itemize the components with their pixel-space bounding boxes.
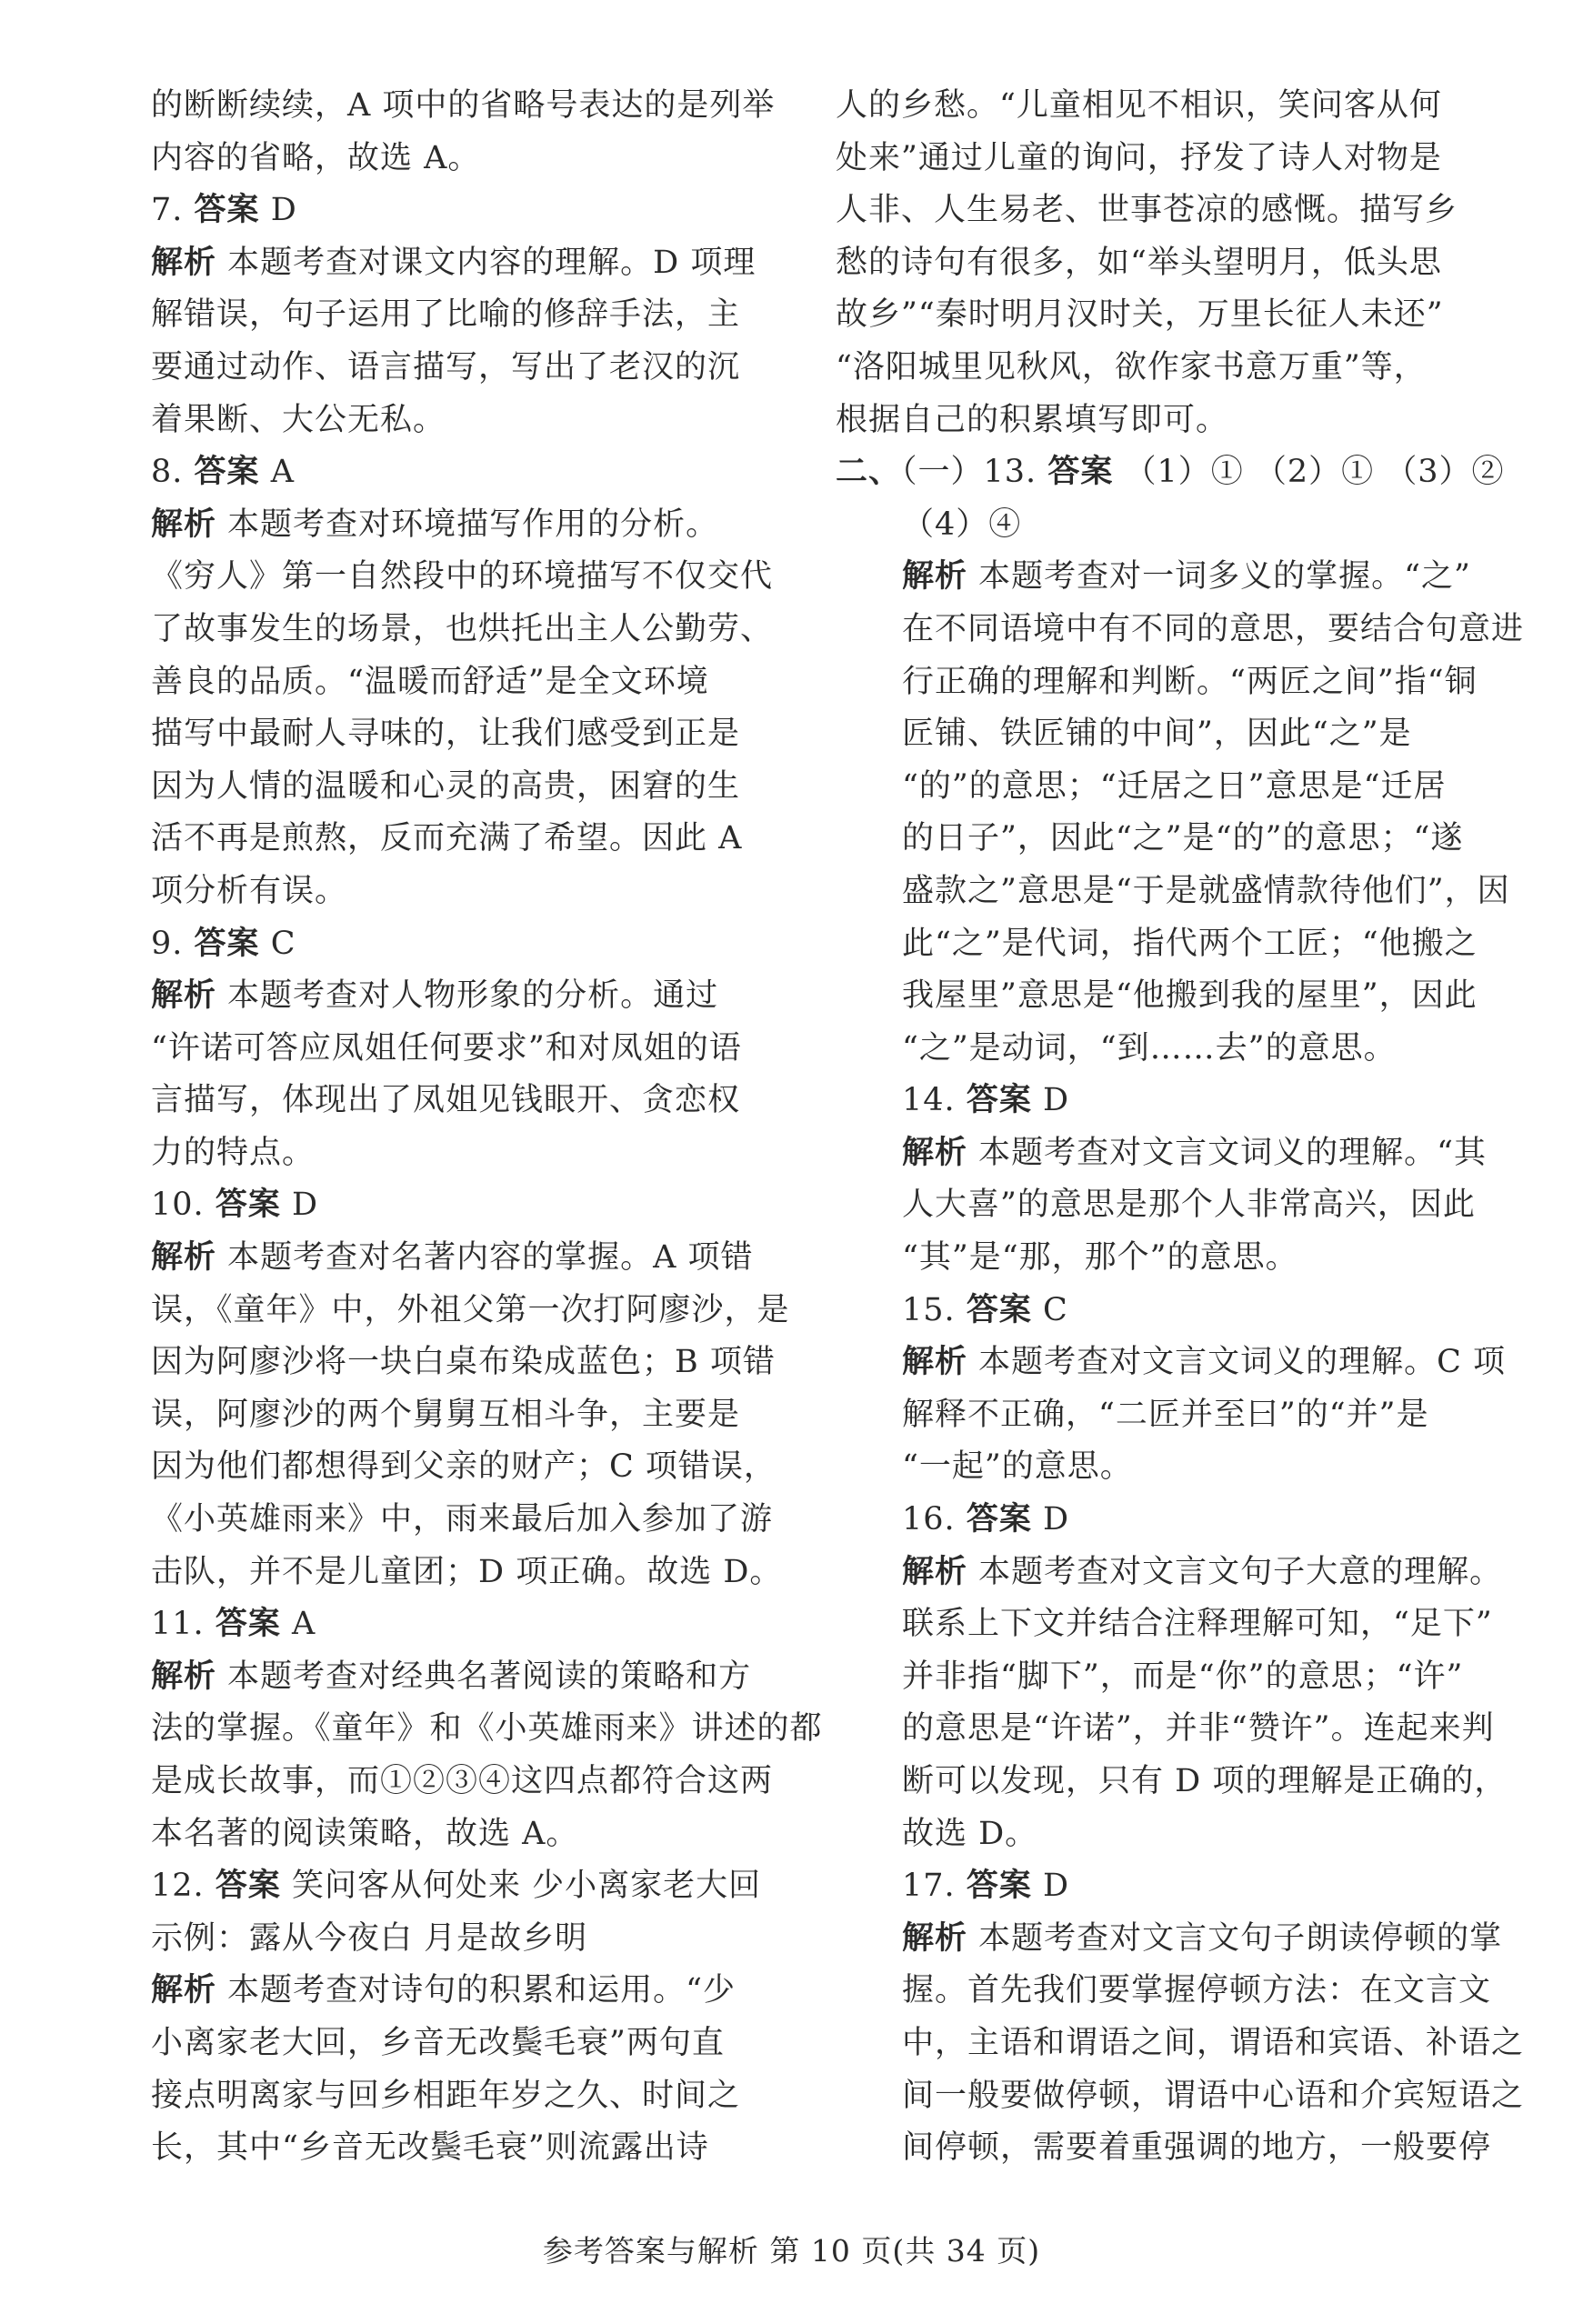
text-line bbox=[151, 80, 776, 133]
question-number: 14. bbox=[902, 1082, 956, 1119]
line-text: “许诺可答应凤姐任何要求”和对凤姐的语 bbox=[151, 1029, 742, 1067]
text-line bbox=[836, 1389, 1472, 1442]
line-text: 处来”通过儿童的询问，抒发了诗人对物是 bbox=[836, 139, 1442, 176]
text-line bbox=[151, 1337, 776, 1389]
text-line bbox=[836, 1913, 1503, 1966]
text-line bbox=[151, 813, 743, 866]
text-line bbox=[836, 656, 1478, 709]
text-line bbox=[151, 1547, 783, 1599]
text-line bbox=[151, 1494, 774, 1547]
line-text: 本题考查对名著内容的掌握。A 项错 bbox=[216, 1239, 754, 1277]
line-text: 本题考查对课文内容的理解。D 项理 bbox=[216, 244, 756, 281]
line-text: 本名著的阅读策略，故选 A。 bbox=[151, 1815, 579, 1852]
text-line bbox=[151, 918, 733, 971]
text-line bbox=[836, 1179, 1476, 1232]
text-line bbox=[836, 2018, 1525, 2070]
line-text: D bbox=[280, 1187, 319, 1224]
line-text: 根据自己的积累填写即可。 bbox=[836, 401, 1229, 438]
question-number: 9. bbox=[151, 925, 184, 962]
question-number: 8. bbox=[151, 454, 184, 491]
analysis-label: 解析 bbox=[902, 1344, 968, 1381]
line-text: 的意思是“许诺”，并非“赞许”。连起来判 bbox=[902, 1710, 1495, 1748]
page-footer: 参考答案与解析 第 10 页(共 34 页) bbox=[542, 2233, 1041, 2269]
text-line bbox=[151, 1756, 774, 1808]
line-text: 间停顿，需要着重强调的地方，一般要停 bbox=[902, 2129, 1492, 2167]
text-line bbox=[151, 1913, 733, 1966]
line-text: 《穷人》第一自然段中的环境描写不仅交代 bbox=[151, 558, 774, 596]
text-line bbox=[836, 1232, 1472, 1285]
text-line bbox=[836, 1651, 1472, 1704]
text-line bbox=[151, 656, 733, 709]
right-column bbox=[836, 80, 1525, 2175]
text-line bbox=[836, 342, 1472, 395]
text-line bbox=[836, 1337, 1507, 1389]
line-text: 善良的品质。“温暖而舒适”是全文环境 bbox=[151, 663, 709, 700]
text-line bbox=[836, 1756, 1508, 1808]
line-text: 故选 D。 bbox=[902, 1815, 1038, 1852]
text-line bbox=[836, 185, 1472, 237]
line-text: 本题考查对文言文词义的理解。“其 bbox=[967, 1134, 1488, 1171]
text-line bbox=[151, 1389, 741, 1442]
question-number: 11. bbox=[151, 1606, 205, 1643]
text-line bbox=[836, 289, 1472, 342]
analysis-label: 解析 bbox=[902, 1134, 968, 1171]
text-line bbox=[151, 133, 733, 185]
line-text: 活不再是煎熬，反而充满了希望。因此 A bbox=[151, 820, 743, 857]
line-text: 本题考查对文言文句子大意的理解。 bbox=[967, 1553, 1503, 1590]
text-line bbox=[836, 604, 1525, 656]
line-text: （4）④ bbox=[902, 506, 1022, 543]
text-line bbox=[151, 2070, 741, 2123]
text-line bbox=[151, 1285, 790, 1337]
text-line bbox=[836, 2122, 1492, 2175]
text-line bbox=[836, 761, 1472, 814]
line-text: 愁的诗句有很多，如“举头望明月，低头思 bbox=[836, 244, 1442, 281]
line-text: 解错误，句子运用了比喻的修辞手法，主 bbox=[151, 296, 741, 334]
analysis-label: 解析 bbox=[902, 1919, 968, 1957]
line-text: 握。首先我们要掌握停顿方法：在文言文 bbox=[902, 1972, 1492, 2009]
line-text: 人非、人生易老、世事苍凉的感慨。描写乡 bbox=[836, 192, 1458, 229]
answer-label: 答案 bbox=[1047, 454, 1114, 491]
text-line bbox=[836, 237, 1472, 290]
text-line bbox=[151, 2018, 733, 2070]
text-line bbox=[836, 1075, 1472, 1127]
text-line bbox=[151, 289, 741, 342]
line-text: 长，其中“乡音无改鬓毛衰”则流露出诗 bbox=[151, 2129, 709, 2167]
answer-label: 答案 bbox=[194, 192, 260, 229]
text-line bbox=[836, 918, 1478, 971]
question-number: 16. bbox=[902, 1501, 956, 1538]
question-number: 17. bbox=[902, 1868, 956, 1905]
answer-label: 答案 bbox=[194, 454, 260, 491]
line-text: 并非指“脚下”，而是“你”的意思；“许” bbox=[902, 1658, 1464, 1695]
text-line bbox=[151, 1127, 733, 1180]
line-text: 接点明离家与回乡相距年岁之久、时间之 bbox=[151, 2077, 741, 2114]
line-text: 我屋里”意思是“他搬到我的屋里”，因此 bbox=[902, 977, 1478, 1015]
text-line bbox=[836, 708, 1472, 761]
text-line bbox=[836, 1023, 1472, 1076]
line-text: 解释不正确，“二匠并至曰”的“并”是 bbox=[902, 1396, 1429, 1433]
line-text: 间一般要做停顿，谓语中心语和介宾短语之 bbox=[902, 2077, 1525, 2114]
answer-label: 答案 bbox=[194, 925, 260, 962]
question-number: 10. bbox=[151, 1187, 205, 1224]
text-line bbox=[836, 1860, 1472, 1913]
line-text: 项分析有误。 bbox=[151, 872, 348, 909]
line-text: 盛款之”意思是“于是就盛情款待他们”，因 bbox=[902, 872, 1510, 909]
answer-label: 答案 bbox=[966, 1291, 1032, 1328]
text-line bbox=[151, 1860, 762, 1913]
line-text: 内容的省略，故选 A。 bbox=[151, 139, 481, 176]
question-number: 15. bbox=[902, 1291, 956, 1328]
line-text: 断可以发现，只有 D 项的理解是正确的， bbox=[902, 1763, 1508, 1799]
line-text: 因为他们都想得到父亲的财产；C 项错误， bbox=[151, 1448, 776, 1486]
line-text: 人的乡愁。“儿童相见不相识，笑问客从何 bbox=[836, 87, 1442, 124]
text-line bbox=[151, 1598, 733, 1651]
text-line bbox=[151, 1703, 823, 1756]
line-text: C bbox=[259, 925, 296, 962]
question-number: 12. bbox=[151, 1868, 205, 1905]
answer-label: 答案 bbox=[966, 1501, 1032, 1538]
line-text: 本题考查对经典名著阅读的策略和方 bbox=[216, 1658, 752, 1695]
line-text: 因为人情的温暖和心灵的高贵，困窘的生 bbox=[151, 767, 741, 805]
line-text: 力的特点。 bbox=[151, 1134, 316, 1171]
question-number: （一）13. bbox=[901, 454, 1037, 491]
analysis-label: 解析 bbox=[151, 1239, 217, 1277]
analysis-label: 解析 bbox=[902, 1553, 968, 1590]
line-text: A bbox=[280, 1606, 316, 1643]
answer-label: 答案 bbox=[215, 1868, 281, 1905]
text-line bbox=[151, 2122, 733, 2175]
line-text: 击队，并不是儿童团；D 项正确。故选 D。 bbox=[151, 1553, 783, 1590]
section-number: 二、 bbox=[836, 454, 902, 491]
analysis-label: 解析 bbox=[151, 977, 217, 1015]
analysis-label: 解析 bbox=[151, 1658, 217, 1695]
text-line bbox=[151, 1232, 754, 1285]
line-text: 了故事发生的场景，也烘托出主人公勤劳、 bbox=[151, 610, 774, 647]
text-line bbox=[151, 1179, 733, 1232]
line-text: 本题考查对人物形象的分析。通过 bbox=[216, 977, 719, 1015]
text-line bbox=[836, 1598, 1493, 1651]
line-text: 因为阿廖沙将一块白桌布染成蓝色；B 项错 bbox=[151, 1344, 776, 1381]
line-text: 是成长故事，而①②③④这四点都符合这两 bbox=[151, 1763, 774, 1799]
text-line bbox=[836, 1808, 1472, 1861]
text-line bbox=[836, 80, 1472, 133]
text-line bbox=[151, 1075, 741, 1127]
line-text: 误，《童年》中，外祖父第一次打阿廖沙，是 bbox=[151, 1291, 790, 1328]
text-line bbox=[151, 551, 774, 604]
answer-label: 答案 bbox=[215, 1606, 281, 1643]
text-line bbox=[836, 395, 1472, 447]
line-text: 误，阿廖沙的两个舅舅互相斗争，主要是 bbox=[151, 1396, 741, 1433]
text-line bbox=[836, 1127, 1488, 1180]
line-text: “其”是“那，那个”的意思。 bbox=[902, 1239, 1298, 1277]
analysis-label: 解析 bbox=[151, 1972, 217, 2009]
text-line bbox=[836, 1441, 1472, 1494]
text-line bbox=[151, 1965, 736, 2018]
line-text: 本题考查对文言文词义的理解。C 项 bbox=[967, 1344, 1507, 1381]
line-text: 示例：露从今夜白 月是故乡明 bbox=[151, 1919, 588, 1957]
line-text: 的断断续续，A 项中的省略号表达的是列举 bbox=[151, 87, 776, 124]
line-text: 要通过动作、语言描写，写出了老汉的沉 bbox=[151, 348, 741, 386]
text-line bbox=[836, 133, 1472, 185]
text-line bbox=[836, 1703, 1495, 1756]
line-text: （1）① （2）① （3）② bbox=[1113, 454, 1505, 491]
line-text: 匠铺、铁匠铺的中间”，因此“之”是 bbox=[902, 716, 1412, 753]
line-text: D bbox=[1031, 1082, 1070, 1119]
text-line bbox=[151, 970, 733, 1023]
text-line bbox=[151, 446, 733, 499]
text-line bbox=[151, 185, 733, 237]
text-line bbox=[151, 1023, 742, 1076]
line-text: 此“之”是代词，指代两个工匠；“他搬之 bbox=[902, 925, 1478, 962]
line-text: D bbox=[1031, 1868, 1070, 1905]
analysis-label: 解析 bbox=[151, 506, 217, 543]
text-line bbox=[836, 2070, 1525, 2123]
text-line bbox=[151, 761, 741, 814]
line-text: 故乡”“秦时明月汉时关，万里长征人未还” bbox=[836, 296, 1444, 334]
text-line bbox=[836, 499, 1472, 552]
line-text: “一起”的意思。 bbox=[902, 1448, 1133, 1486]
line-text: C bbox=[1031, 1291, 1068, 1328]
text-line bbox=[151, 1651, 752, 1704]
line-text: 笑问客从何处来 少小离家老大回 bbox=[280, 1868, 762, 1905]
left-column bbox=[151, 80, 823, 2175]
text-line bbox=[836, 551, 1472, 604]
text-line bbox=[836, 446, 1505, 499]
line-text: A bbox=[259, 454, 295, 491]
analysis-label: 解析 bbox=[151, 244, 217, 281]
line-text: 的日子”，因此“之”是“的”的意思；“遂 bbox=[902, 820, 1464, 857]
text-line bbox=[151, 237, 756, 290]
line-text: 在不同语境中有不同的意思，要结合句意进 bbox=[902, 610, 1525, 647]
analysis-label: 解析 bbox=[902, 558, 968, 596]
text-line bbox=[151, 499, 733, 552]
text-line bbox=[836, 1494, 1472, 1547]
line-text: 本题考查对一词多义的掌握。“之” bbox=[967, 558, 1471, 596]
line-text: 行正确的理解和判断。“两匠之间”指“铜 bbox=[902, 663, 1478, 700]
line-text: 描写中最耐人寻味的，让我们感受到正是 bbox=[151, 716, 741, 753]
text-line bbox=[836, 1285, 1472, 1337]
text-line bbox=[151, 1441, 776, 1494]
text-line bbox=[151, 342, 741, 395]
line-text: 联系上下文并结合注释理解可知，“足下” bbox=[902, 1606, 1493, 1643]
line-text: D bbox=[1031, 1501, 1070, 1538]
answer-label: 答案 bbox=[966, 1082, 1032, 1119]
line-text: “洛阳城里见秋风，欲作家书意万重”等， bbox=[836, 348, 1427, 386]
line-text: 言描写，体现出了凤姐见钱眼开、贪恋权 bbox=[151, 1082, 741, 1119]
line-text: D bbox=[259, 192, 297, 229]
text-line bbox=[836, 1965, 1492, 2018]
line-text: 本题考查对诗句的积累和运用。“少 bbox=[216, 1972, 736, 2009]
line-text: 法的掌握。《童年》和《小英雄雨来》讲述的都 bbox=[151, 1710, 823, 1748]
text-line bbox=[836, 866, 1510, 918]
line-text: “的”的意思；“迁居之日”意思是“迁居 bbox=[902, 767, 1447, 805]
line-text: 人大喜”的意思是那个人非常高兴，因此 bbox=[902, 1187, 1476, 1224]
text-line bbox=[151, 395, 733, 447]
question-number: 7. bbox=[151, 192, 184, 229]
line-text: 着果断、大公无私。 bbox=[151, 401, 446, 438]
text-line bbox=[151, 604, 774, 656]
text-line bbox=[836, 970, 1478, 1023]
line-text: 中，主语和谓语之间，谓语和宾语、补语之 bbox=[902, 2024, 1525, 2061]
line-text: “之”是动词，“到……去”的意思。 bbox=[902, 1029, 1397, 1067]
line-text: 本题考查对文言文句子朗读停顿的掌 bbox=[967, 1919, 1503, 1957]
answer-label: 答案 bbox=[966, 1868, 1032, 1905]
text-line bbox=[151, 866, 733, 918]
answer-label: 答案 bbox=[215, 1187, 281, 1224]
line-text: 本题考查对环境描写作用的分析。 bbox=[216, 506, 719, 543]
line-text: 小离家老大回，乡音无改鬓毛衰”两句直 bbox=[151, 2024, 725, 2061]
text-line bbox=[836, 1547, 1503, 1599]
text-line bbox=[151, 1808, 733, 1861]
line-text: 《小英雄雨来》中，雨来最后加入参加了游 bbox=[151, 1501, 774, 1538]
text-line bbox=[836, 813, 1472, 866]
text-line bbox=[151, 708, 741, 761]
